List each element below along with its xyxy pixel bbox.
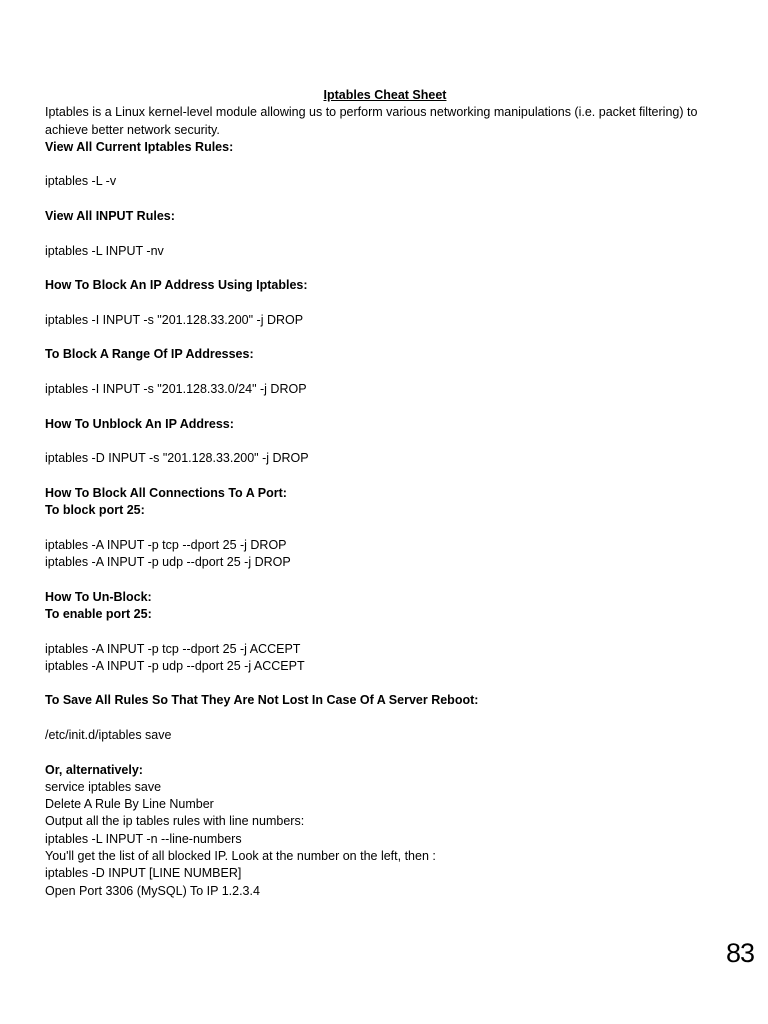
command-block-range: iptables -I INPUT -s "201.128.33.0/24" -j DROP: [45, 382, 307, 397]
section-heading-view-input-rules: View All INPUT Rules:: [45, 209, 175, 224]
section-heading-block-ip: How To Block An IP Address Using Iptables:: [45, 278, 308, 293]
alternative-line: Delete A Rule By Line Number: [45, 797, 214, 812]
section-heading-view-all-rules: View All Current Iptables Rules:: [45, 139, 234, 154]
command-unblock-ip: iptables -D INPUT -s "201.128.33.200" -j DROP: [45, 451, 309, 466]
alternative-line: service iptables save: [45, 779, 162, 794]
command-accept-port-udp: iptables -A INPUT -p udp --dport 25 -j ACCEPT: [45, 658, 305, 673]
intro-paragraph: Iptables is a Linux kernel-level module allowing us to perform various networking manipulations (i.e. packet filtering) to achieve better network security.: [45, 105, 701, 137]
command-block-port-udp: iptables -A INPUT -p udp --dport 25 -j DROP: [45, 555, 291, 570]
command-list-all-rules: iptables -L -v: [45, 174, 117, 189]
alternative-line: iptables -L INPUT -n --line-numbers: [45, 831, 242, 846]
command-block-port-tcp: iptables -A INPUT -p tcp --dport 25 -j DROP: [45, 537, 287, 552]
command-block-ip: iptables -I INPUT -s "201.128.33.200" -j DROP: [45, 312, 304, 327]
command-accept-port-tcp: iptables -A INPUT -p tcp --dport 25 -j ACCEPT: [45, 641, 301, 656]
section-heading-unblock-ip: How To Unblock An IP Address:: [45, 416, 234, 431]
alternative-line: You'll get the list of all blocked IP. Look at the number on the left, then :: [45, 849, 436, 864]
page-number: 83: [726, 938, 755, 968]
alternative-line: Open Port 3306 (MySQL) To IP 1.2.3.4: [45, 883, 260, 898]
page-title: Iptables Cheat Sheet: [323, 88, 447, 102]
command-list-input-rules: iptables -L INPUT -nv: [45, 243, 164, 258]
alternative-line: iptables -D INPUT [LINE NUMBER]: [45, 866, 242, 881]
section-heading-block-port: How To Block All Connections To A Port:: [45, 485, 287, 500]
section-subheading-block-port-25: To block port 25:: [45, 503, 145, 518]
section-subheading-enable-port-25: To enable port 25:: [45, 606, 152, 621]
section-heading-unblock-port: How To Un-Block:: [45, 589, 152, 604]
section-heading-block-range: To Block A Range Of IP Addresses:: [45, 347, 254, 362]
cheat-sheet-content: [45, 87, 725, 900]
section-heading-alternative: Or, alternatively:: [45, 762, 143, 777]
alternative-line: Output all the ip tables rules with line numbers:: [45, 814, 305, 829]
command-save-rules: /etc/init.d/iptables save: [45, 727, 172, 742]
section-heading-save-rules: To Save All Rules So That They Are Not Lost In Case Of A Server Reboot:: [45, 693, 479, 708]
